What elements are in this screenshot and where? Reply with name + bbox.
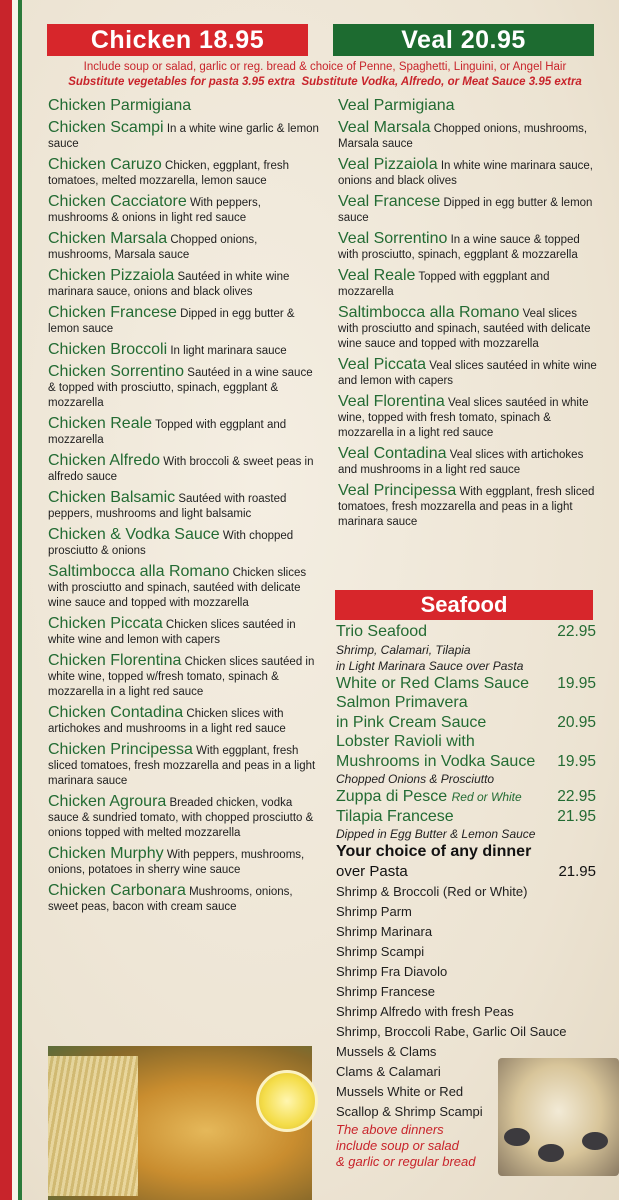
menu-item: [48, 792, 320, 841]
item-description: Dipped in egg butter & lemon sauce: [338, 197, 593, 224]
includes-note: Include soup or salad, garlic or reg. bread & choice of Penne, Spaghetti, Linguini, or Angel Hair: [83, 61, 567, 73]
menu-item: [48, 414, 320, 448]
choice-item: Scallop & Shrimp Scampi: [336, 1104, 483, 1119]
menu-item: [338, 266, 598, 300]
menu-item: [338, 355, 598, 389]
item-name: Veal Reale: [338, 267, 416, 284]
choice-item: Shrimp Fra Diavolo: [336, 964, 448, 979]
chicken-banner: Chicken 18.95: [47, 24, 308, 56]
choice-item: Mussels & Clams: [336, 1044, 437, 1059]
item-name: Chicken Carbonara: [48, 882, 186, 899]
menu-item: [48, 192, 320, 226]
item-name: Chicken Reale: [48, 415, 153, 432]
item-name: Veal Piccata: [338, 356, 427, 373]
menu-item: [48, 155, 320, 189]
chicken-francese-photo: [48, 1046, 312, 1200]
item-description: Veal slices sautéed in white wine, topped with fresh tomato, spinach & mozzarella in a light red sauce: [338, 397, 589, 439]
item-description: With eggplant, fresh sliced tomatoes, fresh mozzarella and peas in a light marinara sauce: [48, 745, 316, 787]
item-description: Dipped in egg butter & lemon sauce: [48, 308, 295, 335]
item-name: Chicken Florentina: [48, 652, 182, 669]
item-price: 20.95: [557, 713, 596, 731]
item-description: Topped with eggplant and mozzarella: [48, 419, 287, 446]
red-border-stripe: [0, 0, 12, 1200]
item-name: White or Red Clams Sauce: [336, 674, 529, 692]
item-description: Chopped Onions & Prosciutto: [336, 772, 495, 786]
choice-subheading: over Pasta: [336, 863, 408, 880]
substitute-note: [40, 76, 610, 88]
item-name: Zuppa di Pesce: [336, 788, 448, 805]
item-price: 19.95: [557, 752, 596, 770]
item-name: Chicken Murphy: [48, 845, 164, 862]
item-name: Chicken Scampi: [48, 119, 164, 136]
item-name: Chicken Marsala: [48, 230, 168, 247]
choice-heading: Your choice of any dinner: [336, 843, 532, 860]
menu-item: [338, 303, 598, 352]
choice-item: Shrimp & Broccoli (Red or White): [336, 884, 528, 899]
item-name: Chicken & Vodka Sauce: [48, 526, 220, 543]
item-description: in Light Marinara Sauce over Pasta: [336, 658, 524, 673]
menu-item: [338, 118, 598, 152]
item-name: Veal Marsala: [338, 119, 431, 136]
item-description: Topped with eggplant and mozzarella: [338, 271, 550, 298]
choice-item: Shrimp Francese: [336, 984, 435, 999]
item-description: Shrimp, Calamari, Tilapia: [336, 642, 471, 657]
choice-item: Shrimp Scampi: [336, 944, 425, 959]
menu-item: [48, 881, 320, 915]
item-description: Mushrooms, onions, sweet peas, bacon with cream sauce: [48, 886, 293, 913]
item-name: Mushrooms in Vodka Sauce: [336, 752, 536, 770]
item-description: Chopped onions, mushrooms, Marsala sauce: [338, 123, 588, 150]
item-name: Chicken Pizzaiola: [48, 267, 175, 284]
item-description: Sautéed in white wine marinara sauce, onions and black olives: [48, 271, 290, 298]
item-name: Chicken Caruzo: [48, 156, 162, 173]
menu-item: [48, 96, 320, 115]
item-price: 19.95: [557, 674, 596, 692]
footer-line: include soup or salad: [336, 1138, 459, 1153]
choice-item: Shrimp Marinara: [336, 924, 433, 939]
choice-price: 21.95: [558, 863, 596, 880]
item-price: 21.95: [557, 807, 596, 825]
item-description: Dipped in Egg Butter & Lemon Sauce: [336, 827, 536, 841]
item-name: Chicken Cacciatore: [48, 193, 187, 210]
menu-item: [48, 340, 320, 359]
menu-item: [48, 614, 320, 648]
menu-item: [338, 192, 598, 226]
item-description: With eggplant, fresh sliced tomatoes, fresh mozzarella and peas in a light marinara sauce: [338, 486, 595, 528]
menu-item: [336, 674, 596, 694]
item-description: Breaded chicken, vodka sauce & sundried tomato, with chopped prosciutto & onions topped with melted mozzarella: [48, 797, 314, 839]
item-description: In a white wine garlic & lemon sauce: [48, 123, 319, 150]
item-name: Chicken Balsamic: [48, 489, 176, 506]
item-description: Veal slices sautéed in white wine and lemon with capers: [338, 360, 597, 387]
menu-item: [338, 229, 598, 263]
item-name: Lobster Ravioli with: [336, 733, 475, 750]
menu-item: [336, 622, 596, 642]
menu-item: [48, 740, 320, 789]
menu-item: [48, 266, 320, 300]
item-name: Veal Pizzaiola: [338, 156, 438, 173]
item-name: Salmon Primavera: [336, 694, 468, 711]
item-description: Chicken, eggplant, fresh tomatoes, melted mozzarella, lemon sauce: [48, 160, 290, 187]
item-note: Red or White: [451, 790, 522, 804]
choice-item: Shrimp Parm: [336, 904, 412, 919]
item-description: In light marinara sauce: [170, 345, 287, 357]
choice-item: Mussels White or Red: [336, 1084, 464, 1099]
item-price: 22.95: [557, 623, 596, 640]
item-name: Chicken Francese: [48, 304, 177, 321]
item-name: Veal Sorrentino: [338, 230, 448, 247]
item-name: Saltimbocca alla Romano: [338, 304, 520, 321]
footer-line: The above dinners: [336, 1122, 444, 1137]
item-name: Chicken Piccata: [48, 615, 163, 632]
item-price: 22.95: [557, 788, 596, 805]
choice-item: Shrimp, Broccoli Rabe, Garlic Oil Sauce: [336, 1024, 567, 1039]
item-name: Tilapia Francese: [336, 807, 454, 825]
veal-banner: Veal 20.95: [333, 24, 594, 56]
menu-item: [48, 229, 320, 263]
choice-price-row: [336, 862, 596, 882]
item-name: Chicken Alfredo: [48, 452, 161, 469]
menu-item: [48, 488, 320, 522]
item-name: Trio Seafood: [336, 623, 428, 640]
clam-shell-illustration: [582, 1132, 608, 1150]
item-description: In white wine marinara sauce, onions and black olives: [338, 160, 593, 187]
item-name: Veal Contadina: [338, 445, 447, 462]
item-name: Veal Florentina: [338, 393, 445, 410]
menu-item: [336, 807, 596, 827]
item-description: With peppers, mushrooms & onions in light red sauce: [48, 197, 261, 224]
menu-item: [338, 392, 598, 441]
substitute-sauce-note: Substitute Vodka, Alfredo, or Meat Sauce 3.95 extra: [301, 76, 582, 88]
menu-item: [338, 444, 598, 478]
substitute-vegetables-note: Substitute vegetables for pasta 3.95 extra: [68, 76, 296, 88]
item-description: In a wine sauce & topped with prosciutto, spinach, eggplant & mozzarella: [338, 234, 580, 261]
menu-item: [336, 713, 596, 733]
item-description: Chicken slices with artichokes and mushrooms in a light red sauce: [48, 708, 286, 735]
item-name: Chicken Parmigiana: [48, 97, 192, 114]
item-name: Chicken Agroura: [48, 793, 167, 810]
item-name: Chicken Principessa: [48, 741, 193, 758]
menu-item: [338, 155, 598, 189]
menu-item: [336, 787, 596, 807]
menu-item: [48, 525, 320, 559]
item-description: With peppers, mushrooms, onions, potatoes in sherry wine sauce: [48, 849, 305, 876]
menu-item: [48, 451, 320, 485]
menu-item: [48, 303, 320, 337]
item-description: Chicken slices sautéed in white wine, topped w/fresh tomato, spinach & mozzarella in a light red sauce: [48, 656, 315, 698]
item-description: Chopped onions, mushrooms, Marsala sauce: [48, 234, 258, 261]
menu-item: [338, 481, 598, 530]
item-name: Saltimbocca alla Romano: [48, 563, 230, 580]
menu-item: [48, 651, 320, 700]
menu-item: [48, 703, 320, 737]
item-description: Veal slices with prosciutto and spinach, sautéed with delicate wine sauce and topped with mozzarella: [338, 308, 591, 350]
item-description: With chopped prosciutto & onions: [48, 530, 294, 557]
lemon-slice-illustration: [256, 1070, 318, 1132]
choice-item: Shrimp Alfredo with fresh Peas: [336, 1004, 514, 1019]
item-description: Veal slices with artichokes and mushrooms in a light red sauce: [338, 449, 584, 476]
seafood-pasta-photo: [498, 1058, 619, 1176]
item-name: Veal Principessa: [338, 482, 457, 499]
item-name: Chicken Contadina: [48, 704, 184, 721]
veal-list: [338, 96, 598, 533]
item-description: Chicken slices sautéed in white wine and lemon with capers: [48, 619, 296, 646]
footer-line: & garlic or regular bread: [336, 1154, 476, 1169]
clam-shell-illustration: [504, 1128, 530, 1146]
item-name: Chicken Sorrentino: [48, 363, 185, 380]
item-description: With broccoli & sweet peas in alfredo sauce: [48, 456, 314, 483]
item-description: Sautéed with roasted peppers, mushrooms and light balsamic: [48, 493, 287, 520]
item-name: in Pink Cream Sauce: [336, 713, 487, 731]
seafood-banner: Seafood: [335, 590, 593, 620]
menu-item: [48, 844, 320, 878]
clam-shell-illustration: [538, 1144, 564, 1162]
menu-item: [336, 752, 596, 772]
chicken-list: [48, 96, 320, 918]
menu-item: [48, 562, 320, 611]
item-name: Veal Francese: [338, 193, 441, 210]
item-description: Chicken slices with prosciutto and spinach, sautéed with delicate wine sauce and topped with mozzarella: [48, 567, 307, 609]
menu-item: [338, 96, 598, 115]
item-name: Chicken Broccoli: [48, 341, 168, 358]
choice-item: Clams & Calamari: [336, 1064, 441, 1079]
menu-item: [48, 118, 320, 152]
menu-item: [48, 362, 320, 411]
item-description: Sautéed in a wine sauce & topped with prosciutto, spinach, eggplant & mozzarella: [48, 367, 313, 409]
item-name: Veal Parmigiana: [338, 97, 455, 114]
pasta-illustration: [48, 1056, 138, 1196]
